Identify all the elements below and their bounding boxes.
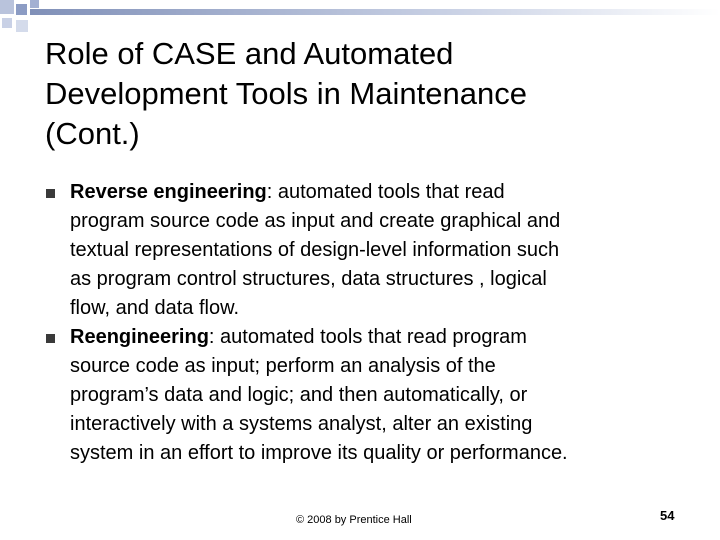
- bullet-list: [0, 178, 720, 468]
- title-line: Role of CASE and Automated: [45, 36, 454, 71]
- page-number: 54: [660, 508, 675, 523]
- title-line: Development Tools in Maintenance: [45, 76, 527, 111]
- bullet-reverse-engineering: [0, 178, 720, 323]
- bullet-line: interactively with a systems analyst, alter an existing: [70, 413, 533, 435]
- bullet-line: system in an effort to improve its quality or performance.: [70, 442, 568, 464]
- bullet-line: source code as input; perform an analysis of the: [70, 355, 496, 377]
- bullet-reengineering: [0, 323, 720, 468]
- slide-title: [45, 34, 685, 154]
- bullet-text: : automated tools that read: [266, 181, 505, 203]
- bullet-text: : automated tools that read program: [208, 326, 527, 348]
- square-bullet-icon: [46, 189, 55, 198]
- bullet-line: program source code as input and create graphical and: [70, 210, 561, 232]
- bullet-term: Reengineering: [70, 326, 209, 348]
- bullet-term: Reverse engineering: [70, 181, 267, 203]
- bullet-line: program’s data and logic; and then automatically, or: [70, 384, 528, 406]
- title-line: (Cont.): [45, 116, 140, 151]
- square-bullet-icon: [46, 334, 55, 343]
- bullet-first-line: [70, 323, 720, 352]
- bullet-line: textual representations of design-level information such: [70, 239, 560, 261]
- slide-footer: [0, 508, 720, 532]
- copyright-notice: © 2008 by Prentice Hall: [296, 514, 412, 526]
- bullet-first-line: [70, 178, 720, 207]
- bullet-line: as program control structures, data structures , logical: [70, 268, 547, 290]
- bullet-line: flow, and data flow.: [70, 297, 240, 319]
